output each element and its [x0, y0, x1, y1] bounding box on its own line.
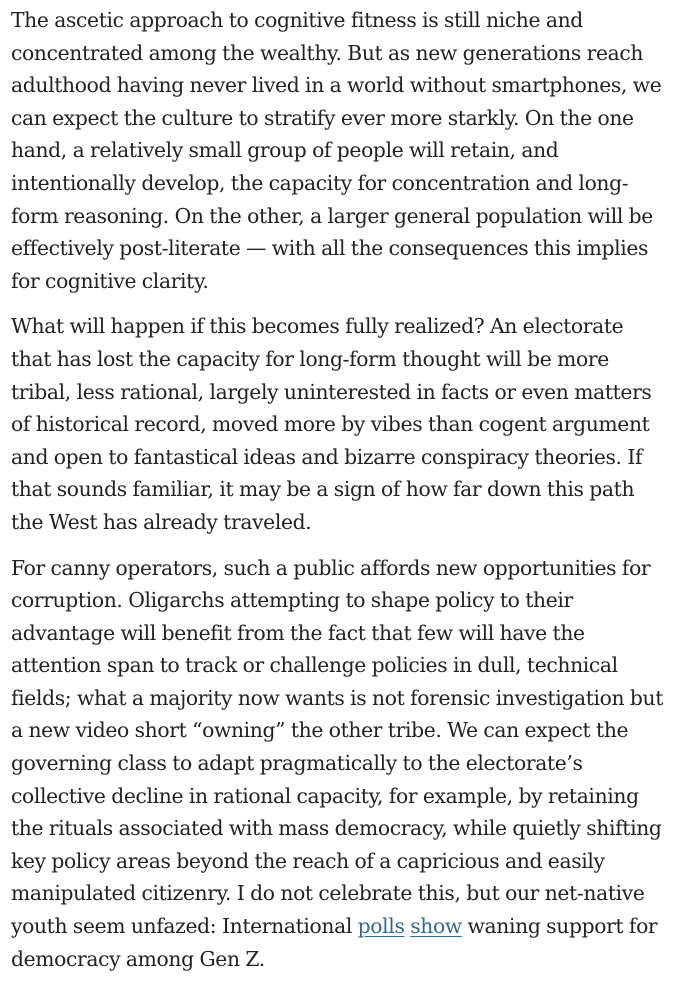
show-link[interactable]: show [410, 914, 462, 939]
paragraph-3-text-before: For canny operators, such a public affords new opportunities for corruption. Oligarchs attempting to shape policy to their advantage will benefit from the fact that few will have the attention span to track or challenge policies in dull, technical fields; what a majority now wants is not forensic investigation but a new video short “owning” the other tribe. We can expect the governing class to adapt pragmatically to the electorate’s collective decline in rational capacity, for example, by retaining the rituals associated with mass democracy, while quietly shifting key policy areas beyond the reach of a capricious and easily manipulated citizenry. I do not celebrate this, but our net-native youth seem unfazed: International [11, 555, 664, 939]
paragraph-3-text-after: waning support for democracy among Gen Z. [11, 914, 658, 971]
paragraph-3 [11, 552, 667, 976]
polls-link[interactable]: polls [357, 914, 405, 939]
paragraph-1: The ascetic approach to cognitive fitness is still niche and concentrated among the wealthy. But as new generations reach adulthood having never lived in a world without smartphones, we can expect the culture to stratify ever more starkly. On the one hand, a relatively small group of people will retain, and intentionally develop, the capacity for concentration and long-form reasoning. On the other, a larger general population will be effectively post-literate — with all the consequences this implies for cognitive clarity. [11, 8, 662, 293]
paragraph-2: What will happen if this becomes fully realized? An electorate that has lost the capacity for long-form thought will be more tribal, less rational, largely uninterested in facts or even matters of historical record, moved more by vibes than cogent argument and open to fantastical ideas and bizarre conspiracy theories. If that sounds familiar, it may be a sign of how far down this path the West has already traveled. [11, 314, 652, 534]
